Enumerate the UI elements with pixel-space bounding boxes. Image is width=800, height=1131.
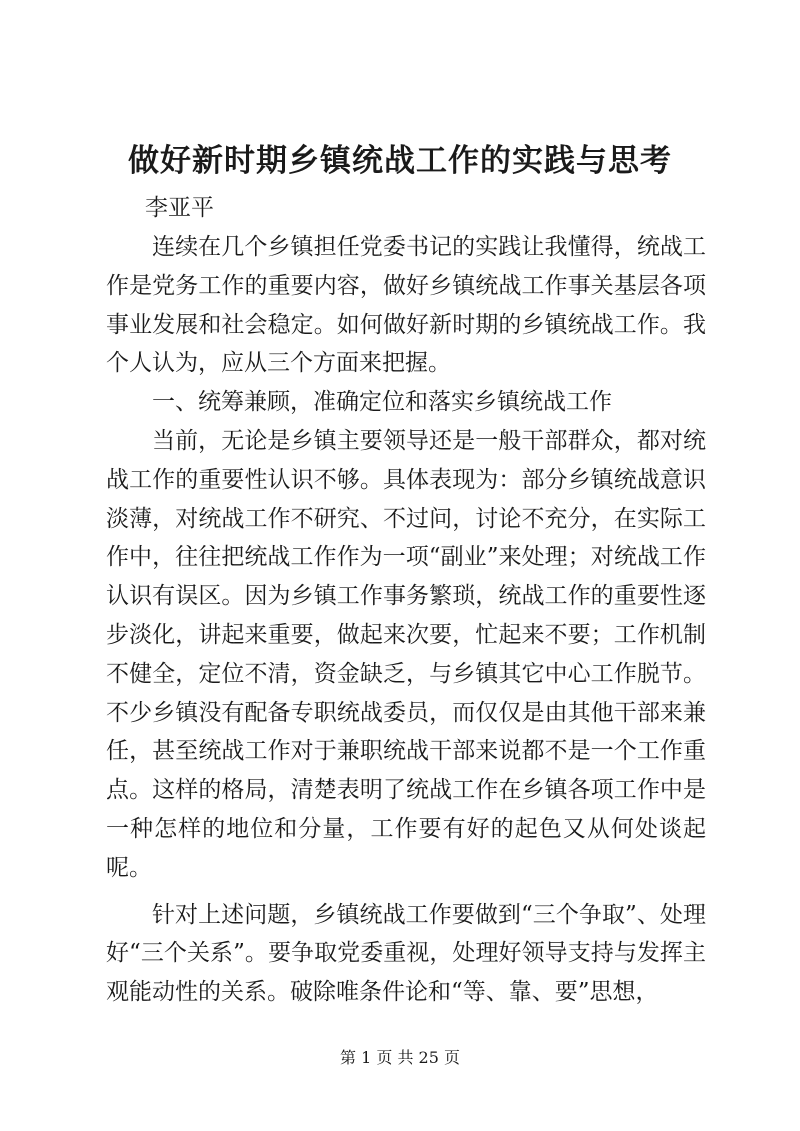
page-footer: 第 1 页 共 25 页 xyxy=(340,1048,460,1067)
document-title: 做好新时期乡镇统战工作的实践与思考 xyxy=(128,143,672,179)
paragraph-solutions: 针对上述问题，乡镇统战工作要做到“三个争取”、处理好“三个关系”。要争取党委重视，处理好领导支持与发挥主观能动性的关系。破除唯条件论和“等、靠、要”思想， xyxy=(106,901,706,1006)
author-name: 李亚平 xyxy=(145,195,214,221)
paragraph-current-situation: 当前，无论是乡镇主要领导还是一般干部群众，都对统战工作的重要性认识不够。具体表现为：部分乡镇统战意识淡薄，对统战工作不研究、不过问，讨论不充分，在实际工作中，往往把统战工作作为一项“副业”来处理；对统战工作认识有误区。因为乡镇工作事务繁琐，统战工作的重要性逐步淡化，讲起来重要，做起来次要，忙起来不要；工作机制不健全，定位不清，资金缺乏，与乡镇其它中心工作脱节。不少乡镇没有配备专职统战委员，而仅仅是由其他干部来兼任，甚至统战工作对于兼职统战干部来说都不是一个工作重点。这样的格局，清楚表明了统战工作在乡镇各项工作中是一种怎样的地位和分量，工作要有好的起色又从何处谈起呢。 xyxy=(106,427,706,881)
section-heading-1: 一、统筹兼顾，准确定位和落实乡镇统战工作 xyxy=(152,389,612,416)
document-body xyxy=(106,228,706,1012)
paragraph-intro: 连续在几个乡镇担任党委书记的实践让我懂得，统战工作是党务工作的重要内容，做好乡镇统战工作事关基层各项事业发展和社会稳定。如何做好新时期的乡镇统战工作。我个人认为，应从三个方面来把握。 xyxy=(106,234,706,377)
